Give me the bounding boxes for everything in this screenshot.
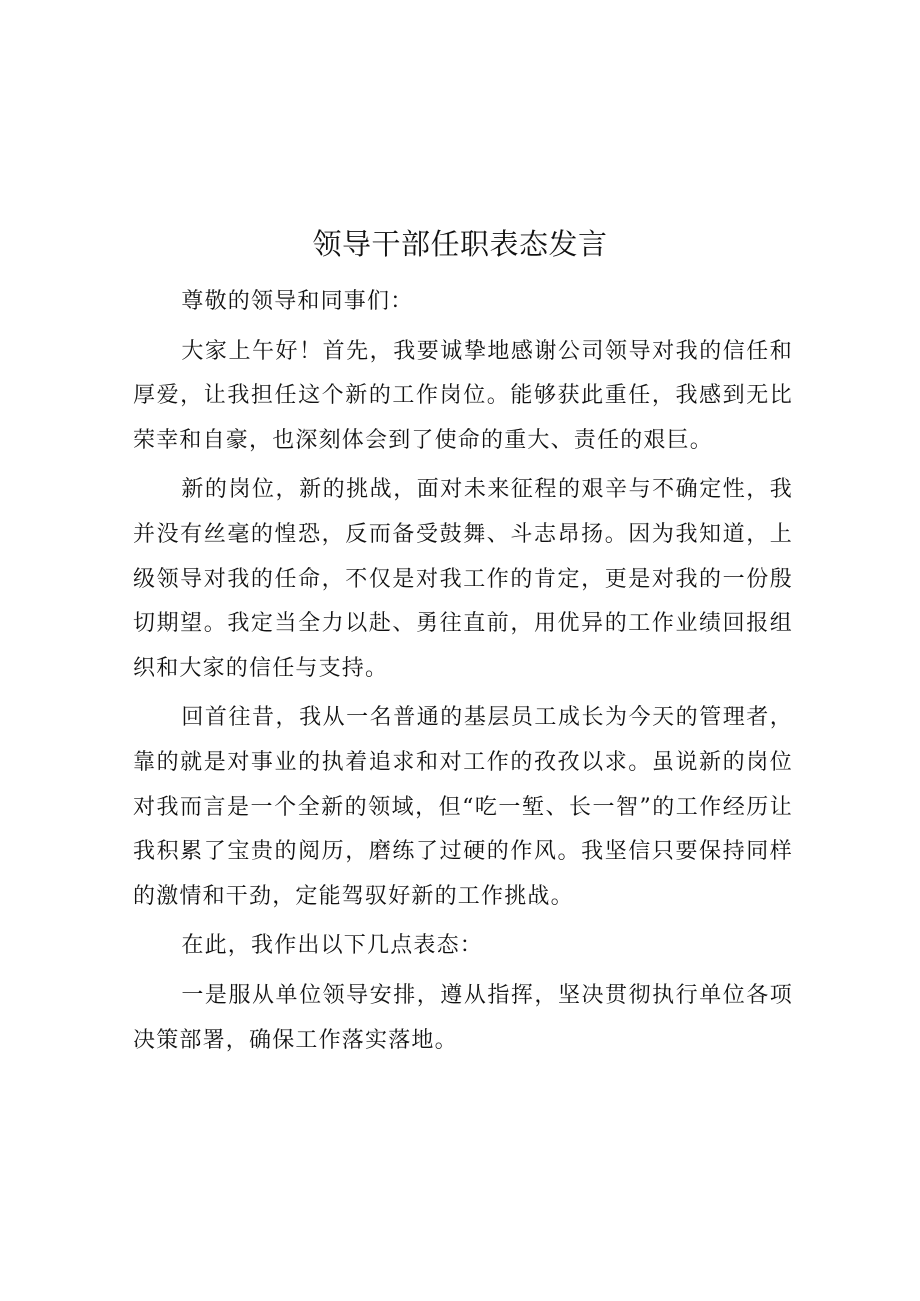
paragraph-new-challenge: 新的岗位，新的挑战，面对未来征程的艰辛与不确定性，我并没有丝毫的惶恐，反而备受鼓舞、斗志昂扬。因为我知道，上级领导对我的任命，不仅是对我工作的肯定，更是对我的一份殷切期望。我定当全力以赴、勇往直前，用优异的工作业绩回报组织和大家的信任与支持。	[133, 477, 793, 681]
paragraph-point-one: 一是服从单位领导安排，遵从指挥，坚决贯彻执行单位各项决策部署，确保工作落实落地。	[133, 982, 793, 1053]
document-body	[133, 280, 793, 1068]
salutation: 尊敬的领导和同事们：	[181, 289, 414, 314]
paragraph-looking-back: 回首往昔，我从一名普通的基层员工成长为今天的管理者，靠的就是对事业的执着追求和对工作的孜孜以求。虽说新的岗位对我而言是一个全新的领域，但“吃一堑、长一智”的工作经历让我积累了宝贵的阅历，磨练了过硬的作风。我坚信只要保持同样的激情和干劲，定能驾驭好新的工作挑战。	[133, 705, 793, 909]
paragraph-statement-intro: 在此，我作出以下几点表态：	[181, 933, 483, 959]
paragraph-greeting: 大家上午好！首先，我要诚挚地感谢公司领导对我的信任和厚爱，让我担任这个新的工作岗位。能够获此重任，我感到无比荣幸和自豪，也深刻体会到了使命的重大、责任的艰巨。	[133, 338, 793, 453]
document-title: 领导干部任职表态发言	[312, 227, 608, 261]
